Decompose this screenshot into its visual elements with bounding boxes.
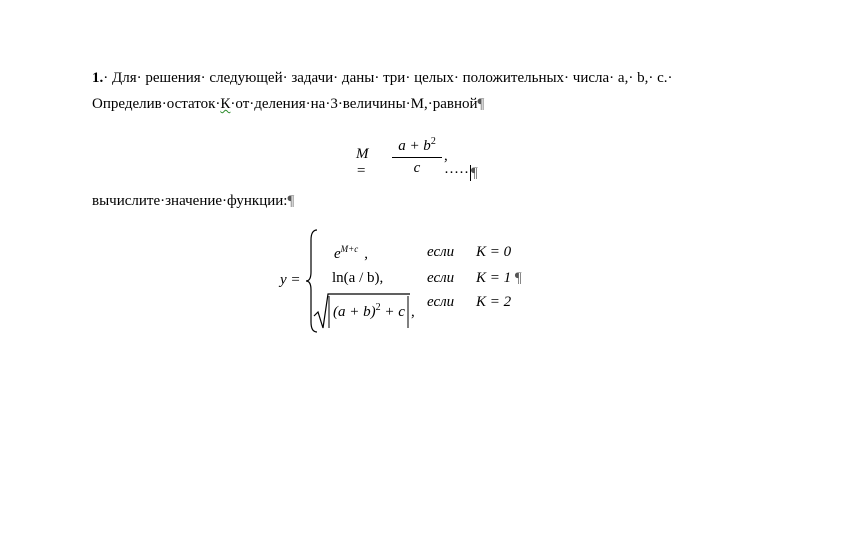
piecewise-row-2-expr: ln(a / b), [332, 270, 384, 286]
formula-m-numerator [392, 136, 442, 155]
task-line-2-k: К [220, 96, 231, 112]
task-line-3-text: вычислите·значение·функции: [92, 193, 288, 209]
piecewise-row-1-cond: если [427, 244, 455, 260]
formula-m-lhs: M = [356, 146, 369, 179]
piecewise-row-2-k [476, 270, 522, 287]
pilcrow-mark-2: ¶ [287, 193, 295, 209]
piecewise-lhs: y = [280, 272, 301, 288]
piecewise-row-3-k: K = 2 [476, 294, 512, 310]
task-number: 1. [92, 70, 104, 86]
piecewise-row-2-cond: если [427, 270, 455, 286]
piecewise-row-2-k-text: K = 1 [476, 270, 512, 286]
piecewise-row-3-expr [333, 302, 405, 321]
task-line-1-text: · Для· решения· следующей· задачи· даны· три· целых· положительных· числа· a,· b,· c.· [103, 70, 673, 86]
formula-m-numerator-exp: 2 [430, 136, 436, 147]
pilcrow-mark: ¶ [477, 96, 485, 112]
piecewise-row-3-cond: если [427, 294, 455, 310]
piecewise-row-1 [280, 244, 540, 266]
piecewise-row-1-k: K = 0 [476, 244, 512, 260]
fraction-bar [392, 157, 442, 158]
formula-m-numerator-text: a + b [398, 138, 431, 154]
piecewise-row-3-suffix: , [411, 304, 415, 320]
task-line-2-after: ·от·деления·на·3·величины·М,·равной [230, 96, 478, 112]
formula-m-denominator: c [413, 160, 421, 176]
task-line-2 [92, 96, 484, 113]
piecewise-row-2 [280, 270, 540, 292]
row-3-rest: + c [384, 304, 405, 320]
task-line-3 [92, 193, 294, 210]
piecewise-row-1-expr [334, 244, 368, 263]
task-line-1 [92, 70, 672, 87]
piecewise-function [280, 228, 540, 338]
formula-m-end-mark: ¶ [470, 165, 478, 181]
formula-m-tail-text: , ····· [444, 148, 469, 181]
task-line-2-before: Определив·остаток· [92, 96, 221, 112]
row-3-exp: 2 [375, 302, 381, 313]
row-1-base: e [334, 246, 341, 262]
row-1-exp: M+c [340, 244, 359, 254]
formula-m-tail [444, 148, 478, 182]
row-1-suffix: , [364, 246, 368, 262]
row-3-base: (a + b) [333, 304, 376, 320]
piecewise-row-3 [280, 294, 540, 320]
piecewise-row-2-mark: ¶ [514, 270, 522, 286]
